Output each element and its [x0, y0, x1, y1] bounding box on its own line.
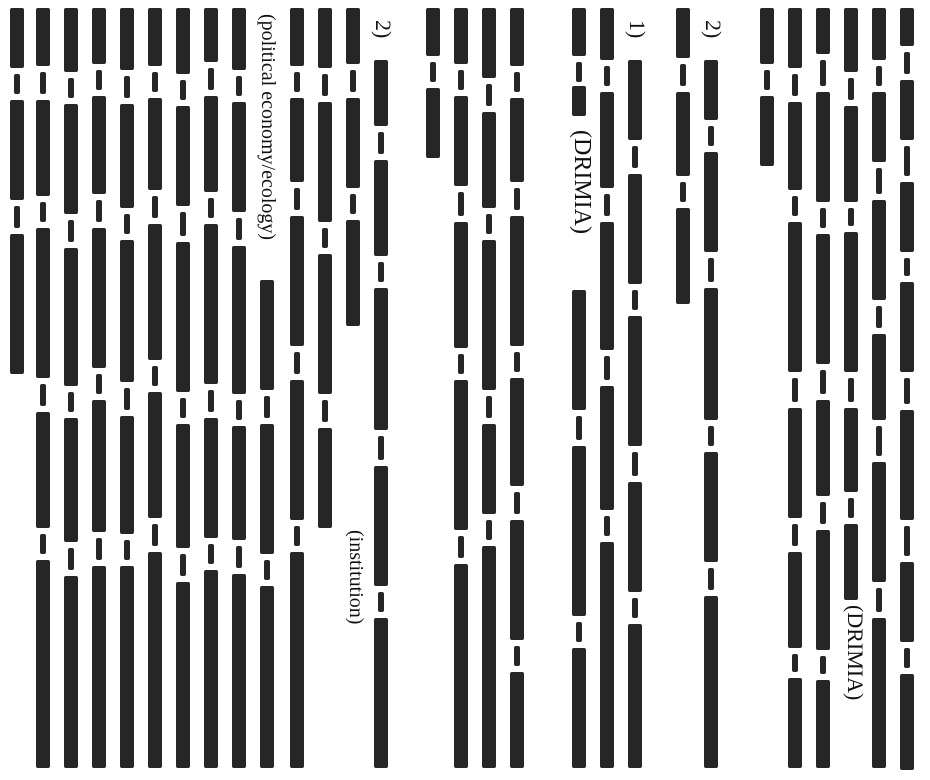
- script-glyph-run: [322, 400, 328, 422]
- script-glyph-run: [572, 648, 586, 768]
- script-glyph-run: [820, 60, 826, 86]
- script-glyph-run: [264, 560, 270, 580]
- script-glyph-run: [632, 146, 638, 168]
- script-glyph-run: [318, 428, 332, 528]
- script-glyph-run: [346, 8, 360, 64]
- script-glyph-run: [904, 648, 910, 668]
- script-glyph-run: [322, 228, 328, 248]
- script-glyph-run: [294, 188, 300, 210]
- script-glyph-run: [792, 524, 798, 546]
- script-glyph-run: [40, 72, 46, 94]
- script-glyph-run: [96, 70, 102, 90]
- script-glyph-run: [482, 546, 496, 768]
- script-glyph-run: [148, 392, 162, 518]
- script-glyph-run: [486, 520, 492, 540]
- script-glyph-run: [604, 194, 610, 216]
- script-glyph-run: [36, 412, 50, 528]
- script-glyph-run: [900, 8, 914, 46]
- script-glyph-run: [576, 416, 582, 440]
- script-glyph-run: [180, 212, 186, 236]
- script-glyph-run: [872, 618, 886, 768]
- script-glyph-run: [704, 60, 718, 120]
- script-glyph-run: [848, 78, 854, 100]
- script-glyph-run: [486, 84, 492, 106]
- script-glyph-run: [124, 540, 130, 560]
- script-glyph-run: [900, 674, 914, 770]
- script-glyph-run: [904, 526, 910, 556]
- script-glyph-run: [600, 92, 614, 188]
- script-glyph-run: [458, 536, 464, 558]
- script-glyph-run: [96, 538, 102, 560]
- script-glyph-run: [708, 568, 714, 590]
- script-glyph-run: [458, 70, 464, 90]
- script-glyph-run: [600, 386, 614, 510]
- script-glyph-run: [788, 408, 802, 518]
- script-glyph-run: [486, 214, 492, 234]
- script-glyph-run: [236, 218, 242, 240]
- script-glyph-run: [374, 288, 388, 430]
- script-glyph-run: [120, 566, 134, 768]
- script-glyph-run: [604, 66, 610, 86]
- script-glyph-run: [600, 8, 614, 60]
- script-glyph-run: [600, 542, 614, 768]
- script-glyph-run: [64, 576, 78, 768]
- script-glyph-run: [900, 282, 914, 372]
- script-glyph-run: [36, 100, 50, 196]
- script-glyph-run: [454, 564, 468, 768]
- script-glyph-run: [510, 378, 524, 486]
- script-glyph-run: [294, 526, 300, 546]
- script-glyph-run: [264, 396, 270, 418]
- script-glyph-run: [124, 214, 130, 234]
- script-glyph-run: [120, 104, 134, 208]
- script-glyph-run: [904, 52, 910, 74]
- script-glyph-run: [64, 104, 78, 214]
- script-glyph-run: [152, 72, 158, 92]
- script-glyph-run: [318, 8, 332, 68]
- list-marker: 2): [701, 20, 726, 39]
- script-glyph-run: [92, 8, 106, 64]
- script-glyph-run: [704, 152, 718, 252]
- script-glyph-run: [430, 62, 436, 82]
- script-glyph-run: [760, 8, 774, 64]
- script-glyph-run: [788, 552, 802, 648]
- script-glyph-run: [848, 498, 854, 518]
- script-glyph-run: [232, 102, 246, 212]
- script-glyph-run: [40, 384, 46, 406]
- script-glyph-run: [788, 678, 802, 768]
- script-glyph-run: [454, 8, 468, 64]
- script-glyph-run: [378, 436, 384, 460]
- script-glyph-run: [628, 60, 642, 140]
- script-glyph-run: [704, 288, 718, 420]
- script-glyph-run: [148, 98, 162, 190]
- script-glyph-run: [64, 248, 78, 386]
- script-glyph-run: [96, 374, 102, 394]
- script-glyph-run: [844, 408, 858, 492]
- script-glyph-run: [92, 228, 106, 368]
- script-glyph-run: [152, 366, 158, 386]
- script-glyph-run: [148, 552, 162, 768]
- script-glyph-run: [36, 560, 50, 768]
- script-glyph-run: [848, 208, 854, 226]
- script-glyph-run: [816, 530, 830, 650]
- script-glyph-run: [844, 524, 858, 600]
- script-glyph-run: [820, 656, 826, 674]
- script-glyph-run: [208, 544, 214, 564]
- script-glyph-run: [820, 208, 826, 228]
- script-glyph-run: [290, 98, 304, 182]
- script-glyph-run: [600, 222, 614, 350]
- script-glyph-run: [458, 354, 464, 374]
- script-glyph-run: [36, 228, 50, 378]
- script-glyph-run: [176, 582, 190, 768]
- script-glyph-run: [458, 192, 464, 216]
- script-glyph-run: [792, 654, 798, 672]
- script-glyph-run: [708, 126, 714, 146]
- script-glyph-run: [788, 102, 802, 190]
- script-glyph-run: [482, 8, 496, 78]
- script-glyph-run: [180, 80, 186, 100]
- script-glyph-run: [124, 388, 130, 410]
- script-glyph-run: [510, 8, 524, 66]
- script-glyph-run: [604, 516, 610, 536]
- script-glyph-run: [872, 8, 886, 60]
- script-glyph-run: [204, 8, 218, 62]
- script-glyph-run: [514, 646, 520, 666]
- script-glyph-run: [900, 410, 914, 520]
- script-glyph-run: [318, 254, 332, 394]
- script-glyph-run: [486, 396, 492, 418]
- script-glyph-run: [346, 220, 360, 326]
- script-glyph-run: [64, 418, 78, 542]
- script-glyph-run: [64, 8, 78, 72]
- script-glyph-run: [628, 174, 642, 284]
- script-glyph-run: [152, 524, 158, 546]
- script-glyph-run: [680, 64, 686, 86]
- script-glyph-run: [576, 62, 582, 82]
- script-glyph-run: [40, 534, 46, 554]
- script-glyph-run: [152, 196, 158, 218]
- script-glyph-run: [204, 96, 218, 192]
- script-glyph-run: [378, 132, 384, 154]
- script-glyph-run: [816, 680, 830, 768]
- script-glyph-run: [872, 334, 886, 420]
- script-glyph-run: [14, 74, 20, 94]
- script-glyph-run: [510, 98, 524, 182]
- script-glyph-run: [482, 112, 496, 208]
- script-glyph-run: [632, 452, 638, 476]
- script-glyph-run: [708, 258, 714, 282]
- script-glyph-run: [572, 86, 586, 116]
- script-glyph-run: [322, 74, 328, 96]
- script-glyph-run: [454, 96, 468, 186]
- script-glyph-run: [900, 182, 914, 252]
- script-glyph-run: [482, 424, 496, 514]
- script-glyph-run: [10, 100, 24, 200]
- script-glyph-run: [294, 72, 300, 92]
- script-glyph-run: [180, 398, 186, 418]
- script-glyph-run: [510, 216, 524, 346]
- script-glyph-run: [68, 548, 74, 570]
- latin-term-institution: (institution): [345, 530, 367, 625]
- script-glyph-run: [378, 262, 384, 282]
- script-glyph-run: [96, 200, 102, 222]
- script-glyph-run: [68, 220, 74, 242]
- script-glyph-run: [260, 280, 274, 390]
- script-glyph-run: [232, 8, 246, 70]
- script-glyph-run: [844, 8, 858, 72]
- script-glyph-run: [676, 8, 690, 58]
- script-glyph-run: [788, 8, 802, 68]
- script-glyph-run: [816, 8, 830, 54]
- script-glyph-run: [378, 592, 384, 612]
- script-glyph-run: [208, 68, 214, 90]
- script-glyph-run: [350, 70, 356, 92]
- script-glyph-run: [514, 188, 520, 210]
- script-glyph-run: [514, 492, 520, 514]
- script-glyph-run: [628, 316, 642, 446]
- script-glyph-run: [844, 232, 858, 372]
- script-glyph-run: [876, 66, 882, 86]
- script-glyph-run: [120, 8, 134, 70]
- latin-term-political-economy: (political economy/ecology): [257, 14, 279, 241]
- script-glyph-run: [876, 306, 882, 328]
- script-glyph-run: [232, 426, 246, 540]
- script-glyph-run: [510, 672, 524, 768]
- script-glyph-run: [792, 196, 798, 216]
- script-glyph-run: [120, 416, 134, 534]
- script-glyph-run: [232, 246, 246, 394]
- script-glyph-run: [872, 462, 886, 582]
- script-glyph-run: [454, 380, 468, 530]
- script-glyph-run: [876, 168, 882, 194]
- script-glyph-run: [236, 76, 242, 96]
- script-glyph-run: [872, 92, 886, 162]
- script-glyph-run: [68, 78, 74, 98]
- script-glyph-run: [290, 8, 304, 66]
- script-glyph-run: [632, 290, 638, 310]
- script-glyph-run: [176, 424, 190, 548]
- script-glyph-run: [260, 586, 274, 768]
- script-glyph-run: [454, 222, 468, 348]
- script-glyph-run: [236, 546, 242, 568]
- script-glyph-run: [904, 146, 910, 176]
- script-glyph-run: [204, 570, 218, 768]
- script-glyph-run: [708, 426, 714, 446]
- script-glyph-run: [374, 160, 388, 256]
- script-glyph-run: [514, 352, 520, 372]
- script-glyph-run: [124, 76, 130, 98]
- script-glyph-run: [374, 618, 388, 768]
- script-glyph-run: [92, 400, 106, 532]
- script-glyph-run: [260, 424, 274, 554]
- script-glyph-run: [572, 290, 586, 410]
- script-glyph-run: [788, 222, 802, 372]
- script-glyph-run: [764, 70, 770, 90]
- script-glyph-run: [176, 106, 190, 206]
- script-glyph-run: [848, 378, 854, 402]
- script-glyph-run: [374, 60, 388, 126]
- script-glyph-run: [872, 200, 886, 300]
- script-glyph-run: [148, 8, 162, 66]
- script-glyph-run: [704, 596, 718, 768]
- script-glyph-run: [120, 240, 134, 382]
- script-glyph-run: [68, 392, 74, 412]
- script-glyph-run: [628, 624, 642, 768]
- latin-term-drimia: (DRIMIA): [843, 605, 868, 701]
- script-glyph-run: [176, 242, 190, 392]
- script-glyph-run: [350, 194, 356, 214]
- script-glyph-run: [820, 502, 826, 524]
- script-glyph-run: [632, 598, 638, 618]
- script-glyph-run: [816, 400, 830, 496]
- script-glyph-run: [604, 356, 610, 380]
- script-glyph-run: [704, 452, 718, 562]
- script-glyph-run: [900, 80, 914, 140]
- script-glyph-run: [208, 390, 214, 412]
- script-glyph-run: [36, 8, 50, 66]
- script-glyph-run: [92, 96, 106, 194]
- script-glyph-run: [760, 96, 774, 166]
- script-glyph-run: [180, 554, 186, 576]
- script-glyph-run: [510, 520, 524, 640]
- script-glyph-run: [290, 380, 304, 520]
- script-glyph-run: [374, 466, 388, 586]
- script-glyph-run: [294, 352, 300, 374]
- script-glyph-run: [40, 202, 46, 222]
- script-glyph-run: [10, 8, 24, 68]
- script-glyph-run: [290, 552, 304, 768]
- script-glyph-run: [290, 216, 304, 346]
- script-glyph-run: [820, 370, 826, 394]
- script-glyph-run: [426, 8, 440, 56]
- script-glyph-run: [576, 622, 582, 642]
- script-glyph-run: [346, 98, 360, 188]
- script-glyph-run: [232, 574, 246, 768]
- script-glyph-run: [176, 8, 190, 74]
- script-glyph-run: [680, 182, 686, 202]
- script-glyph-run: [676, 208, 690, 304]
- script-glyph-run: [10, 234, 24, 374]
- script-glyph-run: [904, 258, 910, 276]
- script-glyph-run: [628, 482, 642, 592]
- script-glyph-run: [876, 426, 882, 456]
- script-glyph-run: [236, 400, 242, 420]
- script-glyph-run: [792, 378, 798, 402]
- script-glyph-run: [816, 234, 830, 364]
- script-glyph-run: [572, 8, 586, 56]
- script-glyph-run: [482, 240, 496, 390]
- script-glyph-run: [816, 92, 830, 202]
- script-glyph-run: [148, 224, 162, 360]
- script-glyph-run: [876, 588, 882, 612]
- script-glyph-run: [900, 562, 914, 642]
- latin-term-drimia: (DRIMIA): [569, 130, 595, 234]
- script-glyph-run: [204, 418, 218, 538]
- script-glyph-run: [514, 72, 520, 92]
- list-marker: 1): [625, 20, 650, 39]
- script-glyph-run: [792, 74, 798, 96]
- script-glyph-run: [204, 224, 218, 384]
- script-glyph-run: [676, 92, 690, 176]
- script-glyph-run: [14, 206, 20, 228]
- script-glyph-run: [844, 106, 858, 202]
- script-glyph-run: [208, 198, 214, 218]
- script-glyph-run: [92, 566, 106, 768]
- script-glyph-run: [572, 446, 586, 616]
- list-marker: 2): [371, 20, 396, 39]
- script-glyph-run: [318, 102, 332, 222]
- script-glyph-run: [426, 88, 440, 158]
- script-glyph-run: [904, 378, 910, 404]
